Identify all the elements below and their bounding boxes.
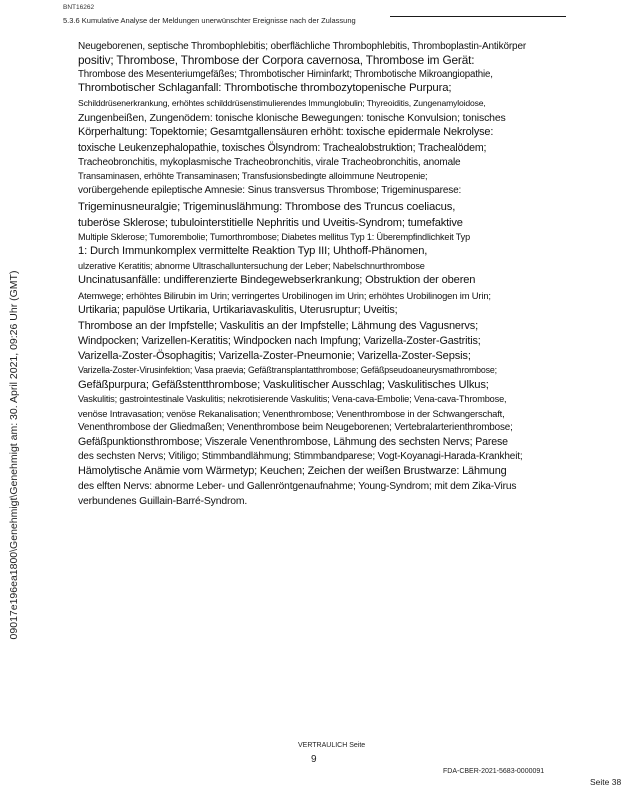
text-line: positiv; Thrombose, Thrombose der Corpora cavernosa, Thrombose im Gerät:: [78, 53, 475, 67]
text-line: verbundenes Guillain-Barré-Syndrom.: [78, 496, 248, 507]
text-line: venöse Intravasation; venöse Rekanalisation; Venenthrombose; Venenthrombose in der Schwangerschaft,: [78, 408, 505, 419]
text-line: Uncinatusanfälle: undifferenzierte Bindegewebserkrankung; Obstruktion der oberen: [78, 274, 476, 286]
text-line: Tracheobronchitis, mykoplasmische Tracheobronchitis, virale Tracheobronchitis, anomale: [78, 157, 461, 168]
text-line: Trigeminusneuralgie; Trigeminuslähmung: Thrombose des Truncus coeliacus,: [78, 201, 456, 213]
text-line: vorübergehende epileptische Amnesie: Sinus transversus Thrombose; Trigeminusparese:: [78, 185, 462, 196]
text-line: Varizella-Zoster-Virusinfektion; Vasa praevia; Gefäßtransplantatthrombose; Gefäßpseudoaneurysmathrombose;: [78, 365, 497, 375]
document-number: FDA-CBER-2021-5683-0000091: [443, 768, 545, 775]
text-line: Thrombose des Mesenteriumgefäßes; Thrombotischer Hirninfarkt; Thrombotische Mikroangiopathie,: [78, 69, 493, 80]
approval-stamp-text: 09017e196ea1800\Genehmigt\Genehmigt am: 30. April 2021, 09:26 Uhr (GMT): [8, 270, 20, 640]
confidential-label: VERTRAULICH Seite: [298, 742, 366, 749]
text-line: Venenthrombose der Gliedmaßen; Venenthrombose beim Neugeborenen; Vertebralarterienthrombose;: [78, 422, 513, 433]
text-line: Multiple Sklerose; Tumorembolie; Tumorthrombose; Diabetes mellitus Typ 1: Überempfindlichkeit Typ: [78, 232, 470, 242]
text-line: des elften Nervs: abnorme Leber- und Gallenröntgenaufnahme; Young-Syndrom; mit dem Zika-Virus: [78, 481, 517, 492]
page-total-label: Seite 38: [590, 777, 622, 787]
text-line: Varizella-Zoster-Ösophagitis; Varizella-Zoster-Pneumonie; Varizella-Zoster-Sepsis;: [78, 350, 471, 362]
text-line: Vaskulitis; gastrointestinale Vaskulitis; nekrotisierende Vaskulitis; Vena-cava-Embolie; Vena-cava-Thrombose,: [78, 394, 507, 404]
page-number: 9: [311, 754, 317, 765]
text-line: Thrombotischer Schlaganfall: Thrombotische thrombozytopenische Purpura;: [78, 82, 452, 94]
text-line: ulzerative Keratitis; abnorme Ultraschalluntersuchung der Leber; Nabelschnurthrombose: [78, 261, 425, 271]
text-line: Transaminasen, erhöhte Transaminasen; Transfusionsbedingte alloimmune Neutropenie;: [78, 171, 428, 181]
text-line: des sechsten Nervs; Vitiligo; Stimmbandlähmung; Stimmbandparese; Vogt-Koyanagi-Harada-Krankheit;: [78, 451, 523, 462]
section-heading: 5.3.6 Kumulative Analyse der Meldungen unerwünschter Ereignisse nach der Zulassung: [63, 16, 356, 25]
text-line: Hämolytische Anämie vom Wärmetyp; Keuchen; Zeichen der weißen Brustwarze: Lähmung: [78, 465, 507, 477]
text-line: Gefäßpurpura; Gefäßstentthrombose; Vaskulitischer Ausschlag; Vaskulitisches Ulkus;: [78, 379, 489, 391]
text-line: tuberöse Sklerose; tubulointerstitielle Nephritis und Uveitis-Syndrom; tumefaktive: [78, 217, 463, 229]
text-line: Schilddrüsenerkrankung, erhöhtes schilddrüsenstimulierendes Immunglobulin; Thyreoiditis, Zungenamyloidose,: [78, 98, 486, 108]
text-line: Neugeborenen, septische Thrombophlebitis; oberflächliche Thrombophlebitis, Thromboplastin-Antikörper: [78, 41, 527, 52]
text-line: Gefäßpunktionsthrombose; Viszerale Venenthrombose, Lähmung des sechsten Nervs; Parese: [78, 436, 508, 448]
header-rule: [390, 16, 566, 17]
text-line: Urtikaria; papulöse Urtikaria, Urtikariavaskulitis, Uterusruptur; Uveitis;: [78, 304, 398, 316]
text-line: 1: Durch Immunkomplex vermittelte Reaktion Typ III; Uhthoff-Phänomen,: [78, 245, 428, 257]
text-line: toxische Leukenzephalopathie, toxisches Ölsyndrom: Trachealobstruktion; Trachealödem;: [78, 142, 487, 154]
text-line: Atemwege; erhöhtes Bilirubin im Urin; verringertes Urobilinogen im Urin; erhöhtes Urobilinogen im Urin;: [78, 290, 491, 301]
document-id: BNT16262: [63, 4, 95, 11]
text-line: Körperhaltung: Topektomie; Gesamtgallensäuren erhöht: toxische epidermale Nekrolyse:: [78, 126, 494, 138]
text-line: Windpocken; Varizellen-Keratitis; Windpocken nach Impfung; Varizella-Zoster-Gastritis;: [78, 335, 481, 347]
text-line: Zungenbeißen, Zungenödem: tonische klonische Bewegungen: tonische Konvulsion; tonisches: [78, 112, 506, 124]
text-line: Thrombose an der Impfstelle; Vaskulitis an der Impfstelle; Lähmung des Vagusnervs;: [78, 320, 478, 332]
